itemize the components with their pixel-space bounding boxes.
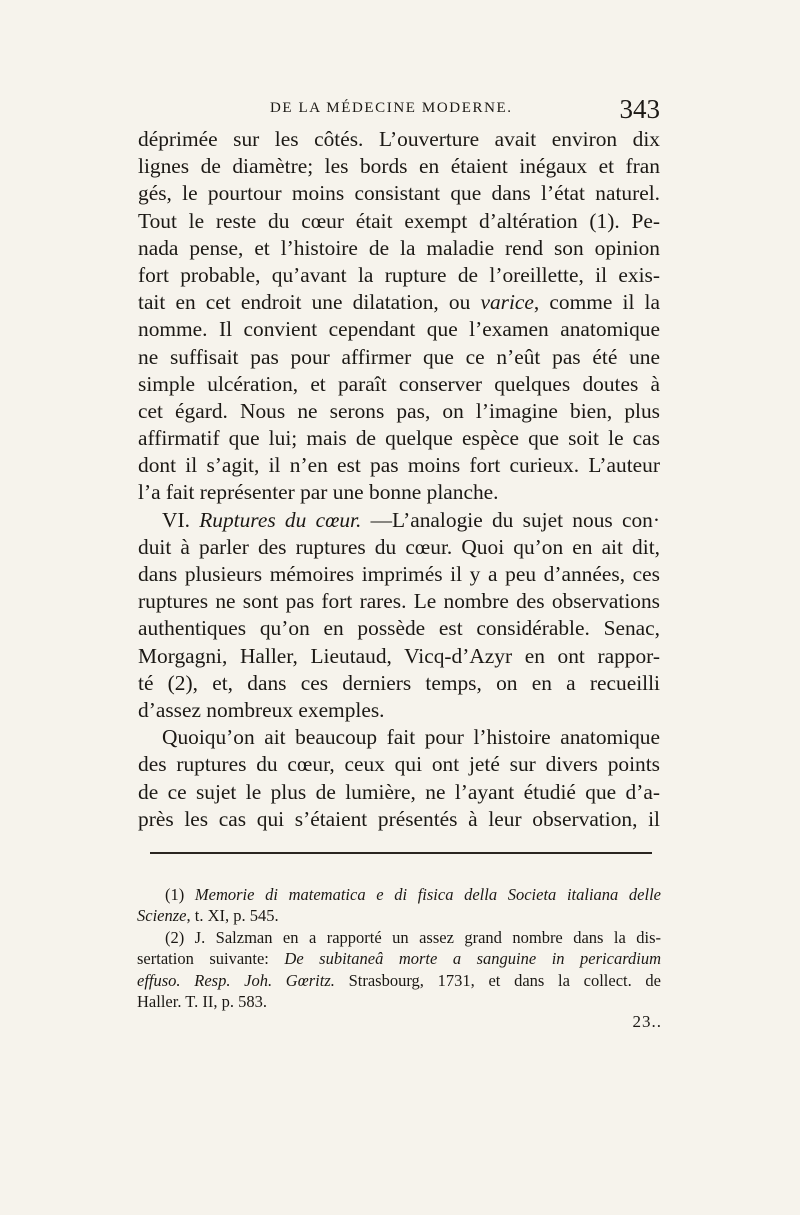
text-fragment: tait en cet endroit une dilatation, ou [138,290,471,315]
citation-title: De subitaneâ morte a sanguine in pericardium [284,949,662,969]
text-line: des ruptures du cœur, ceux qui ont jeté sur divers points [138,752,660,777]
footnote-marker: (1) [165,885,185,904]
running-head [140,94,660,126]
text-line: nomme. Il convient cependant que l’examen anatomique [138,317,660,342]
text-line: Tout le reste du cœur était exempt d’altération (1). Pe- [138,208,660,233]
section-heading-line [138,507,660,534]
citation-ref: Strasbourg, 1731, et dans la collect. de [348,970,662,990]
footnote-rule [150,852,652,854]
text-line: ruptures ne sont pas fort rares. Le nombre des observations [138,589,660,614]
citation-title: Memorie di matematica e di fisica della Societa italiana delle [194,885,661,904]
text-line: Quoiqu’on ait beaucoup fait pour l’histoire anatomique [162,725,660,750]
section-number: VI. [162,507,190,532]
citation-title: Scienze [137,906,187,926]
text-line: affirmatif que lui; mais de quelque espèce que soit le cas [138,426,660,451]
text-fragment: —L’analogie du sujet nous con· [370,507,660,532]
footnote-1-line [137,884,661,905]
text-line: té (2), et, dans ces derniers temps, on en a recueilli [138,670,660,695]
text-line: ne suffisait pas pour affirmer que ce n’eût pas été une [138,344,660,369]
text-line: de ce sujet le plus de lumière, ne l’ayant étudié que d’a- [138,779,660,804]
body-text [138,126,660,833]
footnote-2-line: Haller. T. II, p. 583. [137,991,267,1011]
footnote-2-line: (2) J. Salzman en a rapporté un assez grand nombre dans la dis- [165,927,661,947]
section-title: Ruptures du cœur. [199,507,362,532]
text-line: dont il s’agit, il n’en est pas moins fort curieux. L’auteur [138,453,660,478]
text-line: l’a fait représenter par une bonne planche. [138,480,499,505]
running-title: DE LA MÉDECINE MODERNE. [270,100,513,116]
text-line: nada pense, et l’histoire de la maladie rend son opinion [138,235,660,260]
footnote-2-line [137,948,661,969]
text-line: duit à parler des ruptures du cœur. Quoi qu’on en ait dit, [138,534,660,559]
text-line: près les cas qui s’étaient présentés à leur observation, il [138,806,660,831]
footnote-2-line [137,970,661,991]
text-line: déprimée sur les côtés. L’ouverture avait environ dix [138,127,660,151]
signature-mark: 23.. [632,1012,662,1031]
text-line: authentiques qu’on en possède est considérable. Senac, [138,616,660,641]
footnote-1-line [137,905,661,926]
text-line: gés, le pourtour moins consistant que dans l’état naturel. [138,181,660,206]
italic-term: varice [480,290,534,315]
citation-title: effuso. Resp. Joh. Gœritz. [137,970,335,990]
citation-ref: , t. XI, p. 545. [186,906,279,926]
text-line: simple ulcération, et paraît conserver quelques doutes à [138,371,660,396]
text-line: Morgagni, Haller, Lieutaud, Vicq-d’Azyr en ont rappor- [138,643,660,668]
text-fragment: sertation suivante: [137,949,269,969]
text-line: cet égard. Nous ne serons pas, on l’imagine bien, plus [138,398,660,423]
text-line [138,289,660,316]
page-number: 343 [619,94,660,124]
text-line: lignes de diamètre; les bords en étaient inégaux et fran [138,154,660,179]
text-line: fort probable, qu’avant la rupture de l’oreillette, il exis- [138,262,660,287]
text-line: d’assez nombreux exemples. [138,697,385,722]
footnotes [137,884,661,1012]
text-line: dans plusieurs mémoires imprimés il y a peu d’années, ces [138,562,660,586]
text-fragment: , comme il la [533,290,660,315]
